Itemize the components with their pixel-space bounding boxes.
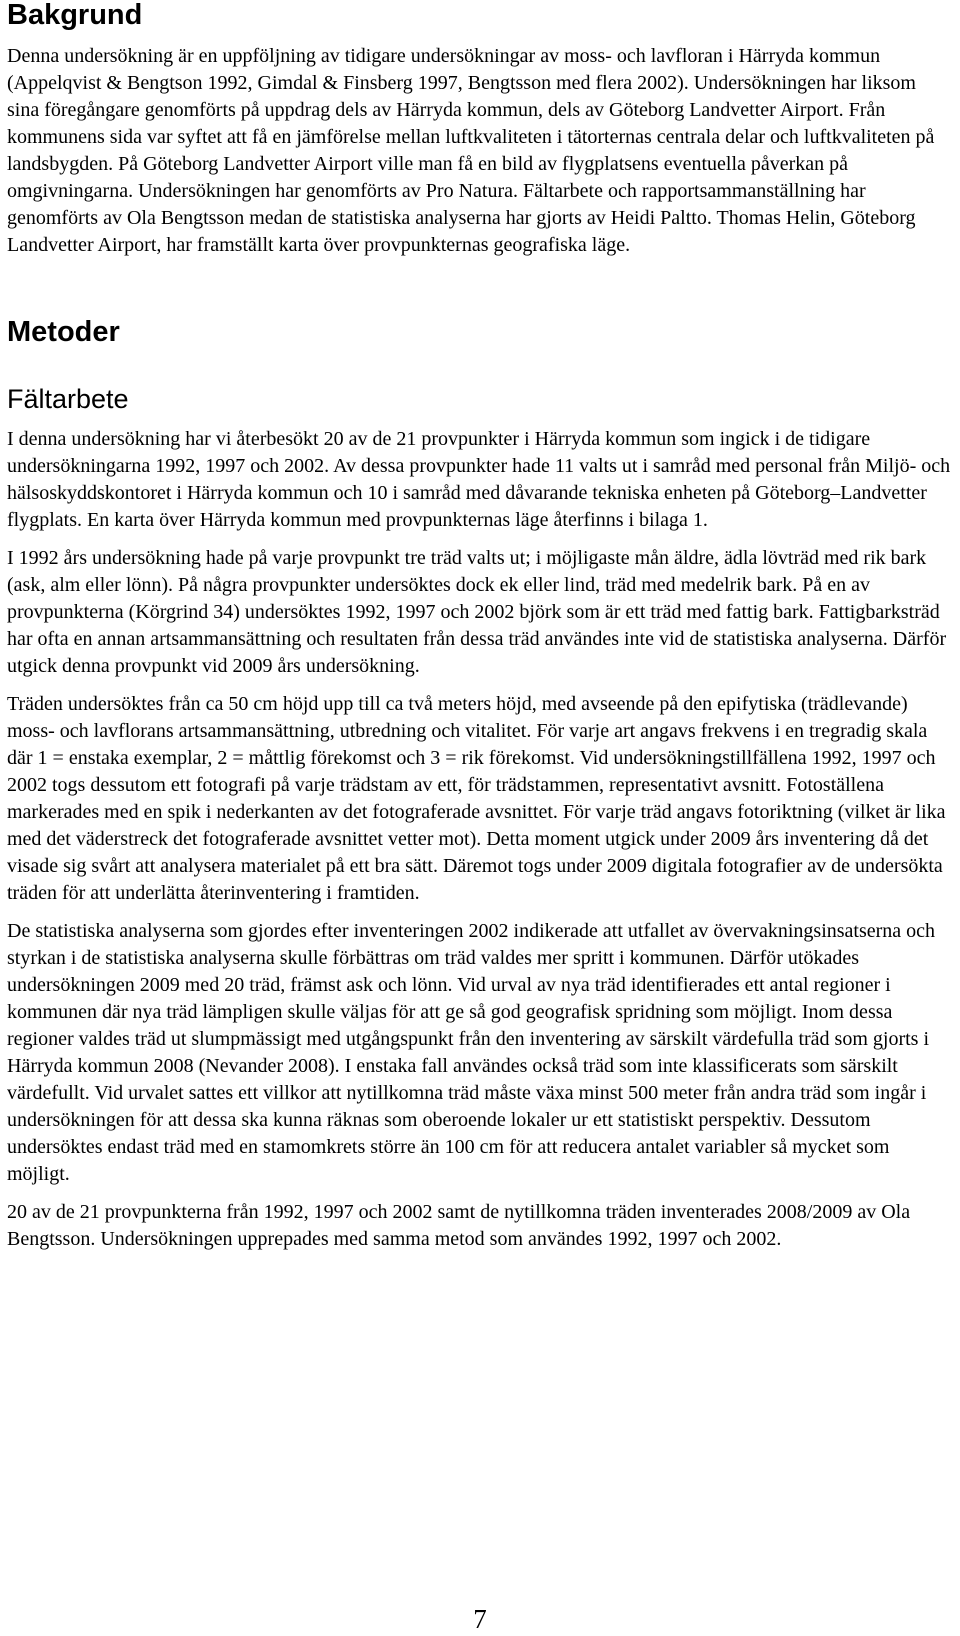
paragraph-faltarbete-1: I denna undersökning har vi återbesökt 20 av de 21 provpunkter i Härryda kommun som ingick i de tidigare undersökningarna 1992, 1997 och 2002. Av dessa provpunkter hade 11 valts ut i samråd med personal från Miljö- och hälsoskyddskontoret i Härryda kommun och 10 i samråd med dåvarande tekniska enheten på Göteborg–Landvetter flygplats. En karta över Härryda kommun med provpunkternas läge återfinns i bilaga 1. <box>7 428 951 531</box>
section-heading-bakgrund: Bakgrund <box>7 0 143 31</box>
section-heading-metoder: Metoder <box>7 316 120 348</box>
page-number: 7 <box>473 1604 487 1634</box>
paragraph-faltarbete-2: I 1992 års undersökning hade på varje provpunkt tre träd valts ut; i möjligaste mån äldre, ädla lövträd med rik bark (ask, alm eller lönn). På några provpunkter undersöktes dock ek eller lind, träd med medelrik bark. På en av provpunkterna (Körgrind 34) undersöktes 1992, 1997 och 2002 björk som är ett träd med fattig bark. Fattigbarksträd har ofta en annan artsammansättning och resultaten från dessa träd användes inte vid de statistiska analyserna. Därför utgick denna provpunkt vid 2009 års undersökning. <box>7 547 947 677</box>
document-page <box>7 0 953 1253</box>
paragraph-faltarbete-5: 20 av de 21 provpunkterna från 1992, 1997 och 2002 samt de nytillkomna träden inventerades 2008/2009 av Ola Bengtsson. Undersökningen upprepades med samma metod som användes 1992, 1997 och 2002. <box>7 1201 911 1250</box>
paragraph-faltarbete-3: Träden undersöktes från ca 50 cm höjd upp till ca två meters höjd, med avseende på den epifytiska (trädlevande) moss- och lavflorans artsammansättning, utbredning och vitalitet. För varje art angavs frekvens i en tregradig skala där 1 = enstaka exemplar, 2 = måttlig förekomst och 3 = rik förekomst. Vid undersökningstillfällena 1992, 1997 och 2002 togs dessutom ett fotografi på varje trädstam av ett, för trädstammen, representativt avsnitt. Fotoställena markerades med en spik i nederkanten av det fotograferade avsnittet. För varje träd angavs fotoriktning (vilket är lika med det väderstreck det fotograferade avsnittet vetter mot). Detta moment utgick under 2009 års inventering då det visade sig svårt att analysera materialet på ett bra sätt. Däremot togs under 2009 digitala fotografier av de undersökta träden för att underlätta återinventering i framtiden. <box>7 693 946 904</box>
paragraph-bakgrund: Denna undersökning är en uppföljning av tidigare undersökningar av moss- och lavfloran i Härryda kommun (Appelqvist & Bengtson 1992, Gimdal & Finsberg 1997, Bengtsson med flera 2002). Undersökningen har liksom sina föregångare genomförts på uppdrag dels av Härryda kommun, dels av Göteborg Landvetter Airport. Från kommunens sida var syftet att få en jämförelse mellan luftkvaliteten i tätorternas centrala delar och luftkvaliteten på landsbygden. På Göteborg Landvetter Airport ville man få en bild av flygplatsens eventuella påverkan på omgivningarna. Undersökningen har genomförts av Pro Natura. Fältarbete och rapportsammanställning har genomförts av Ola Bengtsson medan de statistiska analyserna har gjorts av Heidi Paltto. Thomas Helin, Göteborg Landvetter Airport, har framställt karta över provpunkternas geografiska läge. <box>7 45 935 256</box>
subheading-faltarbete: Fältarbete <box>7 384 129 414</box>
paragraph-faltarbete-4: De statistiska analyserna som gjordes efter inventeringen 2002 indikerade att utfallet av övervakningsinsatserna och styrkan i de statistiska analyserna skulle förbättras om träd valdes mer spritt i kommunen. Därför utökades undersökningen 2009 med 20 träd, främst ask och lönn. Vid urval av nya träd identifierades ett antal regioner i kommunen där nya träd lämpligen skulle väljas för att ge så god geografisk spridning som möjligt. Inom dessa regioner valdes träd ut slumpmässigt med utgångspunkt från den inventering av särskilt värdefulla träd som gjorts i Härryda kommun 2008 (Nevander 2008). I enstaka fall användes också träd som inte klassificerats som särskilt värdefullt. Vid urvalet sattes ett villkor att nytillkomna träd måste växa minst 500 meter från andra träd som ingår i undersökningen för att dessa ska kunna räknas som oberoende lokaler ur ett statistiskt perspektiv. Dessutom undersöktes endast träd med en stamomkrets större än 100 cm för att reducera antalet variabler så mycket som möjligt. <box>7 920 936 1185</box>
